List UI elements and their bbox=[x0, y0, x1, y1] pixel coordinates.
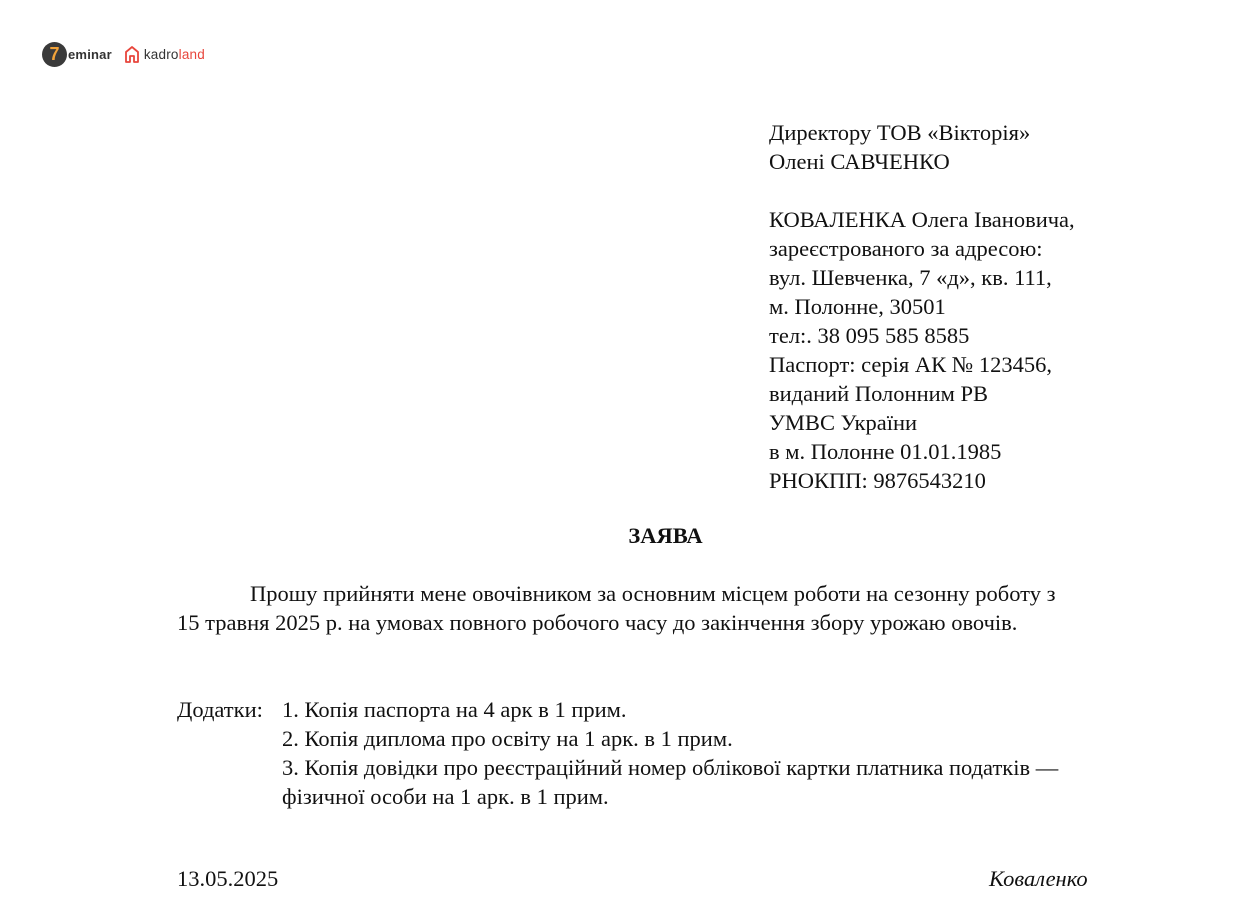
header-logos bbox=[42, 40, 205, 68]
attachments-list bbox=[282, 695, 1177, 811]
kadroland-logo bbox=[124, 45, 205, 63]
applicant-line: тел:. 38 095 585 8585 bbox=[769, 323, 970, 348]
applicant-line: виданий Полонним РВ bbox=[769, 381, 989, 406]
applicant-line: м. Полонне, 30501 bbox=[769, 294, 946, 319]
seminar-logo bbox=[42, 42, 112, 67]
signature: Коваленко bbox=[989, 866, 1088, 891]
applicant-line: Паспорт: серія АК № 123456, bbox=[769, 352, 1052, 377]
attachment-item-continuation: фізичної особи на 1 арк. в 1 прим. bbox=[282, 784, 609, 809]
kadroland-logo-word-part2: land bbox=[178, 46, 205, 62]
recipient-and-applicant-block bbox=[769, 118, 1075, 495]
document-title: ЗАЯВА bbox=[628, 523, 703, 548]
applicant-line: КОВАЛЕНКА Олега Івановича, bbox=[769, 207, 1075, 232]
attachment-item: 1. Копія паспорта на 4 арк в 1 прим. bbox=[282, 697, 627, 722]
kadroland-house-icon bbox=[124, 45, 140, 63]
applicant-line: зареєстрованого за адресою: bbox=[769, 236, 1043, 261]
applicant-line: УМВС України bbox=[769, 410, 918, 435]
kadroland-logo-word-part1: kadro bbox=[143, 46, 179, 62]
addressee-line: Директору ТОВ «Вікторія» bbox=[769, 120, 1031, 145]
body-paragraph-line: Прошу прийняти мене овочівником за основним місцем роботи на сезонну роботу з bbox=[250, 581, 1056, 606]
applicant-line: вул. Шевченка, 7 «д», кв. 111, bbox=[769, 265, 1052, 290]
seminar-logo-word: eminar bbox=[68, 46, 112, 62]
document-date: 13.05.2025 bbox=[177, 866, 279, 891]
applicant-line: в м. Полонне 01.01.1985 bbox=[769, 439, 1002, 464]
block-spacer bbox=[769, 176, 1075, 205]
application-body bbox=[177, 579, 1157, 637]
addressee-line: Олені САВЧЕНКО bbox=[769, 149, 950, 174]
seminar-logo-mark: 7 bbox=[42, 42, 67, 67]
attachments-label: Додатки: bbox=[177, 697, 263, 722]
applicant-line: РНОКПП: 9876543210 bbox=[769, 468, 986, 493]
body-paragraph-line: 15 травня 2025 р. на умовах повного робочого часу до закінчення збору урожаю овочів. bbox=[177, 610, 1018, 635]
attachment-item: 3. Копія довідки про реєстраційний номер облікової картки платника податків — bbox=[282, 755, 1059, 780]
attachment-item: 2. Копія диплома про освіту на 1 арк. в 1 прим. bbox=[282, 726, 733, 751]
